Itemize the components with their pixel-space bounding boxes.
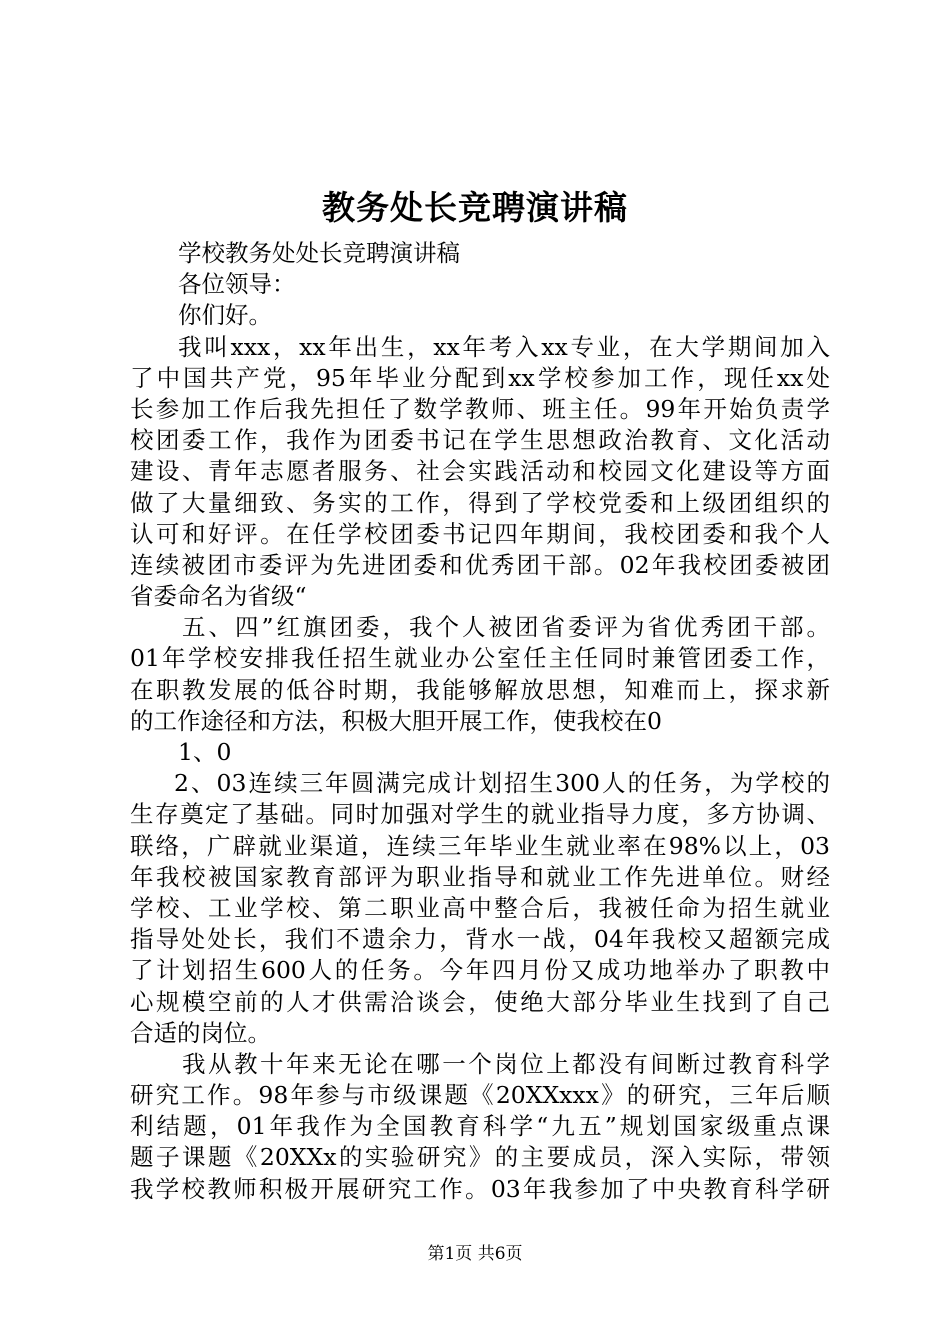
body-line: 做了大量细致、务实的工作，得到了学校党委和上级团组织的 — [130, 488, 830, 517]
body-line: 省委命名为省级“ — [130, 582, 307, 611]
body-line: 各位领导： — [178, 270, 296, 299]
body-line: 题子课题《20XXx的实验研究》的主要成员，深入实际，带领 — [130, 1143, 830, 1172]
document-body — [130, 238, 830, 1205]
body-line: 了中国共产党，95年毕业分配到xx学校参加工作，现任xx处 — [130, 363, 830, 392]
body-line: 建设、青年志愿者服务、社会实践活动和校园文化建设等方面 — [130, 457, 830, 486]
body-line: 长参加工作后我先担任了数学教师、班主任。99年开始负责学 — [130, 394, 830, 423]
body-line: 我学校教师积极开展研究工作。03年我参加了中央教育科学研 — [130, 1174, 830, 1203]
body-line: 生存奠定了基础。同时加强对学生的就业指导力度，多方协调、 — [130, 800, 830, 829]
body-line: 2、03连续三年圆满完成计划招生300人的任务，为学校的 — [174, 769, 830, 798]
body-line: 五、四”红旗团委，我个人被团省委评为省优秀团干部。 — [182, 613, 830, 642]
body-line: 指导处处长，我们不遗余力，背水一战，04年我校又超额完成 — [130, 925, 830, 954]
body-line: 联络，广辟就业渠道，连续三年毕业生就业率在98%以上，03 — [130, 831, 830, 860]
body-line: 在职教发展的低谷时期，我能够解放思想，知难而上，探求新 — [130, 675, 830, 704]
body-line: 合适的岗位。 — [130, 1018, 271, 1047]
body-line: 认可和好评。在任学校团委书记四年期间，我校团委和我个人 — [130, 519, 830, 548]
page-number: 第1页 共6页 — [427, 1244, 523, 1264]
body-line: 年我校被国家教育部评为职业指导和就业工作先进单位。财经 — [130, 862, 830, 891]
body-line: 了计划招生600人的任务。今年四月份又成功地举办了职教中 — [130, 956, 830, 985]
body-line: 1、0 — [178, 738, 232, 766]
body-line: 01年学校安排我任招生就业办公室任主任同时兼管团委工作， — [130, 644, 830, 673]
body-line: 你们好。 — [178, 301, 272, 330]
body-line: 连续被团市委评为先进团委和优秀团干部。02年我校团委被团 — [130, 550, 830, 579]
document-title: 教务处长竞聘演讲稿 — [322, 188, 628, 227]
body-line: 我从教十年来无论在哪一个岗位上都没有间断过教育科学 — [182, 1049, 830, 1078]
body-line: 的工作途径和方法，积极大胆开展工作，使我校在0 — [130, 706, 662, 735]
body-line: 研究工作。98年参与市级课题《20XXxxx》的研究，三年后顺 — [130, 1081, 830, 1110]
body-line: 学校教务处处长竞聘演讲稿 — [178, 239, 460, 267]
body-line: 利结题，01年我作为全国教育科学“九五”规划国家级重点课 — [130, 1112, 830, 1141]
body-line: 校团委工作，我作为团委书记在学生思想政治教育、文化活动 — [130, 426, 830, 455]
body-line: 心规模空前的人才供需洽谈会，使绝大部分毕业生找到了自己 — [130, 987, 830, 1016]
body-line: 学校、工业学校、第二职业高中整合后，我被任命为招生就业 — [130, 893, 830, 922]
body-line: 我叫xxx，xx年出生，xx年考入xx专业，在大学期间加入 — [178, 332, 830, 361]
